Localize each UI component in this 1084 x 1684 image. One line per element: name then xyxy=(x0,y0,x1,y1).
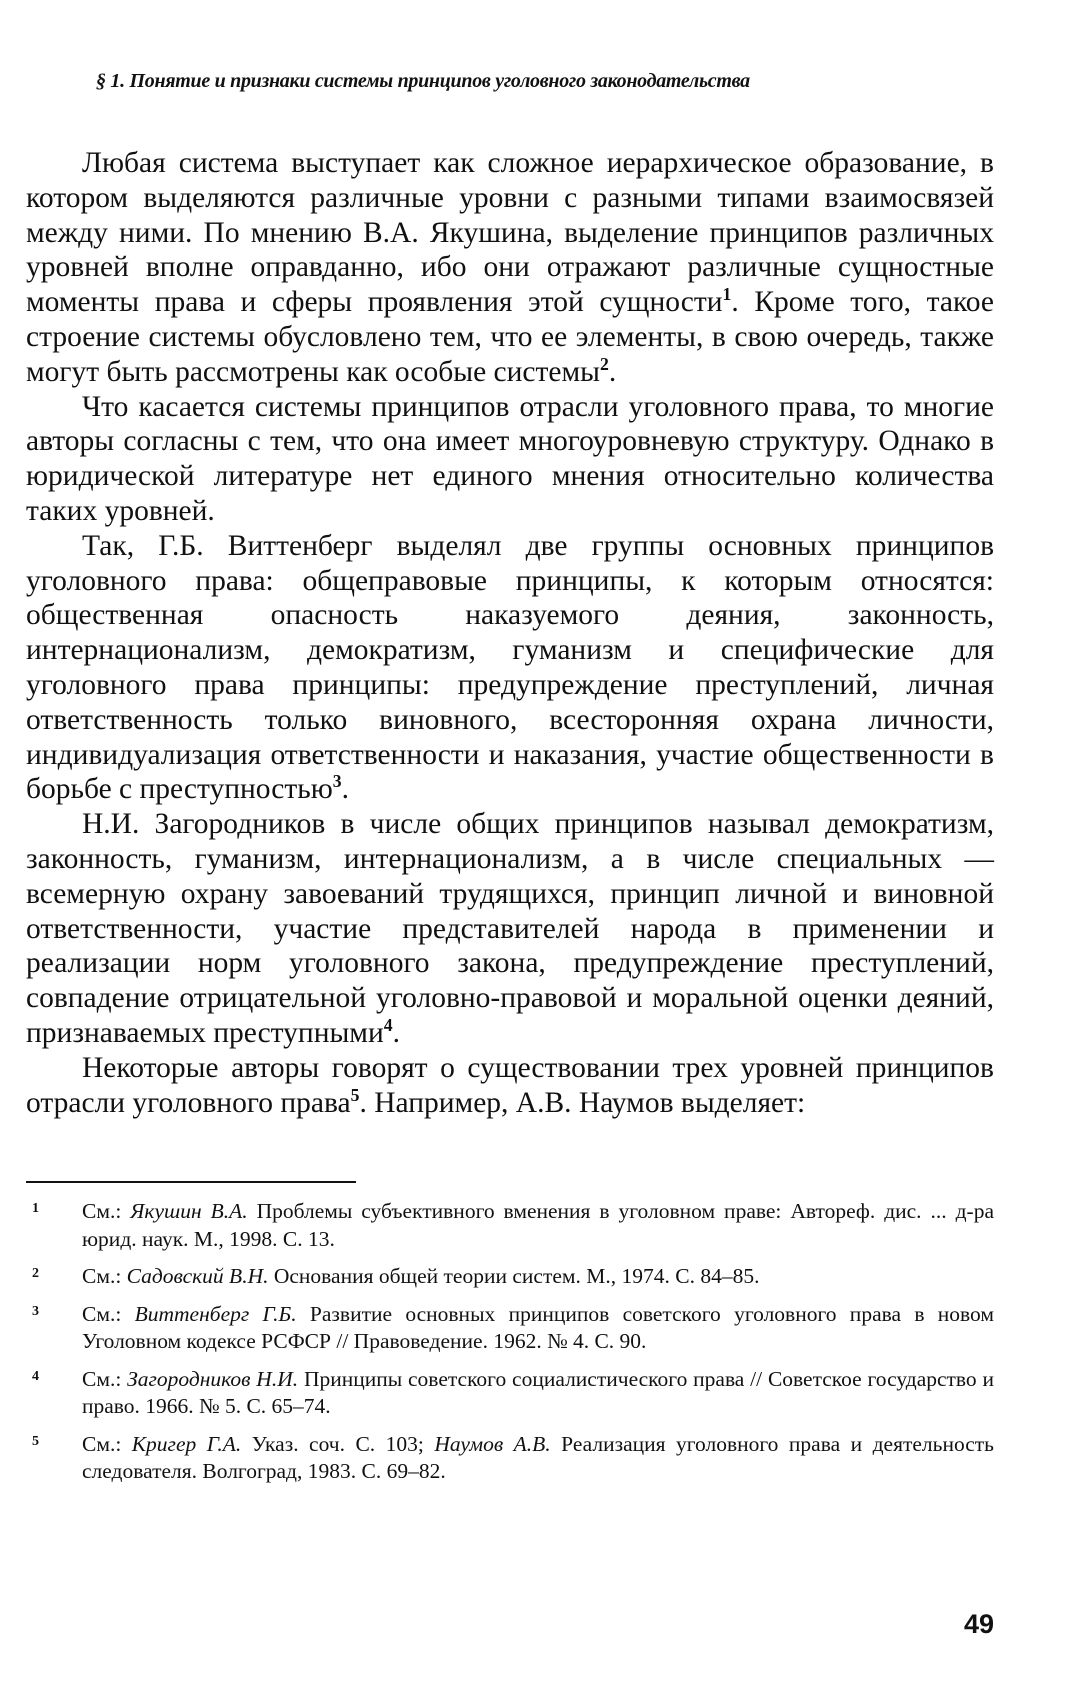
footnote-text: Указ. соч. С. 103; xyxy=(241,1431,435,1456)
body-text xyxy=(26,146,994,1120)
paragraph-1 xyxy=(26,146,994,390)
footnote-item xyxy=(26,1301,994,1356)
paragraph-4 xyxy=(26,807,994,1051)
paragraph-5 xyxy=(26,1051,994,1121)
footnote-author: Виттенберг Г.Б. xyxy=(134,1301,297,1326)
paragraph-text: Некоторые авторы говорят о существовании трех уровней принципов отрасли уголовного права xyxy=(26,1051,994,1119)
paragraph-2 xyxy=(26,390,994,529)
footnote-ref[interactable]: 5 xyxy=(350,1084,360,1105)
paragraph-text: . Например, А.В. Наумов выделяет: xyxy=(359,1086,806,1119)
footnote-number: 4 xyxy=(32,1368,39,1384)
paragraph-text: Что касается системы принципов отрасли уголовного права, то многие авторы согласны с тем, что она имеет многоуровневую структуру. Однако в юридической литературе нет единого мнения относительно количества таких уровней. xyxy=(26,390,994,527)
footnote-ref[interactable]: 1 xyxy=(722,284,732,305)
footnote-text: Проблемы субъективного вменения в уголовном праве: Автореф. дис. ... д-ра юрид. наук. М., 1998. С. 13. xyxy=(82,1199,994,1251)
footnote-author: Загородников Н.И. xyxy=(127,1366,299,1391)
footnotes xyxy=(26,1198,994,1496)
footnote-item xyxy=(26,1431,994,1486)
footnote-author: Кригер Г.А. xyxy=(131,1431,242,1456)
footnote-text: Основания общей теории систем. М., 1974. С. 84–85. xyxy=(268,1264,760,1288)
footnote-number: 1 xyxy=(32,1201,39,1216)
footnote-text: Реализация уголовного права и деятельность следователя. Волгоград, 1983. С. 69–82. xyxy=(82,1431,994,1483)
running-head: § 1. Понятие и признаки системы принципов уголовного законодательства xyxy=(96,70,750,92)
footnote-ref[interactable]: 3 xyxy=(332,771,342,792)
paragraph-text: Н.И. Загородников в числе общих принципов называл демократизм, законность, гуманизм, интернационализм, а в числе специальных — всемерную охрану завоеваний трудящихся, принцип личной и виновной ответственности, участие представителей народа в применении и реализации норм уголовного закона, предупреждение преступлений, совпадение отрицательной уголовно-правовой и моральной оценки деяний, признаваемых преступными xyxy=(26,808,994,1049)
footnote-ref[interactable]: 4 xyxy=(383,1015,393,1036)
paragraph-text: . xyxy=(608,355,617,388)
footnote-item xyxy=(26,1366,994,1421)
footnote-number: 3 xyxy=(32,1303,39,1319)
book-page xyxy=(26,0,1050,1684)
footnote-author: Наумов А.В. xyxy=(434,1431,551,1456)
footnote-number: 5 xyxy=(32,1433,39,1449)
footnote-ref[interactable]: 2 xyxy=(599,353,609,374)
paragraph-text: . Кроме того, такое строение системы обусловлено тем, что ее элементы, в свою очередь, также могут быть рассмотрены как особые системы xyxy=(26,286,994,388)
footnote-item xyxy=(26,1263,994,1291)
footnote-divider xyxy=(26,1181,356,1183)
footnote-author: Садовский В.Н. xyxy=(126,1264,269,1288)
footnote-prefix: См.: xyxy=(82,1264,127,1288)
page-number: 49 xyxy=(963,1609,994,1639)
paragraph-text: Так, Г.Б. Виттенберг выделял две группы основных принципов уголовного права: общеправовые принципы, к которым относятся: общественная опасность наказуемого деяния, законность, интернационализм, демократизм, гуманизм и специфические для уголовного права принципы: предупреждение преступлений, личная ответственность только виновного, всесторонняя охрана личности, индивидуализация ответственности и наказания, участие общественности в борьбе с преступностью xyxy=(26,529,994,806)
footnote-prefix: См.: xyxy=(82,1199,131,1223)
paragraph-text: . xyxy=(341,773,349,806)
footnote-author: Якушин В.А. xyxy=(130,1199,248,1223)
footnote-prefix: См.: xyxy=(82,1301,135,1326)
footnote-item xyxy=(26,1198,994,1253)
paragraph-3 xyxy=(26,529,994,807)
footnote-prefix: См.: xyxy=(82,1366,128,1391)
footnote-text: Принципы советского социалистического права // Советское государство и право. 1966. № 5. С. 65–74. xyxy=(82,1366,995,1418)
footnote-number: 2 xyxy=(32,1266,39,1281)
paragraph-text: Любая система выступает как сложное иерархическое образование, в котором выделяются различные уровни с разными типами взаимосвязей между ними. По мнению В.А. Якушина, выделение принципов различных уровней вполне оправданно, ибо они отражают различные сущностные моменты права и сферы проявления этой сущности xyxy=(26,147,994,319)
footnote-text: Развитие основных принципов советского уголовного права в новом Уголовном кодексе РСФСР // Правоведение. 1962. № 4. С. 90. xyxy=(82,1301,995,1353)
paragraph-text: . xyxy=(392,1016,400,1049)
footnote-prefix: См.: xyxy=(82,1431,132,1456)
